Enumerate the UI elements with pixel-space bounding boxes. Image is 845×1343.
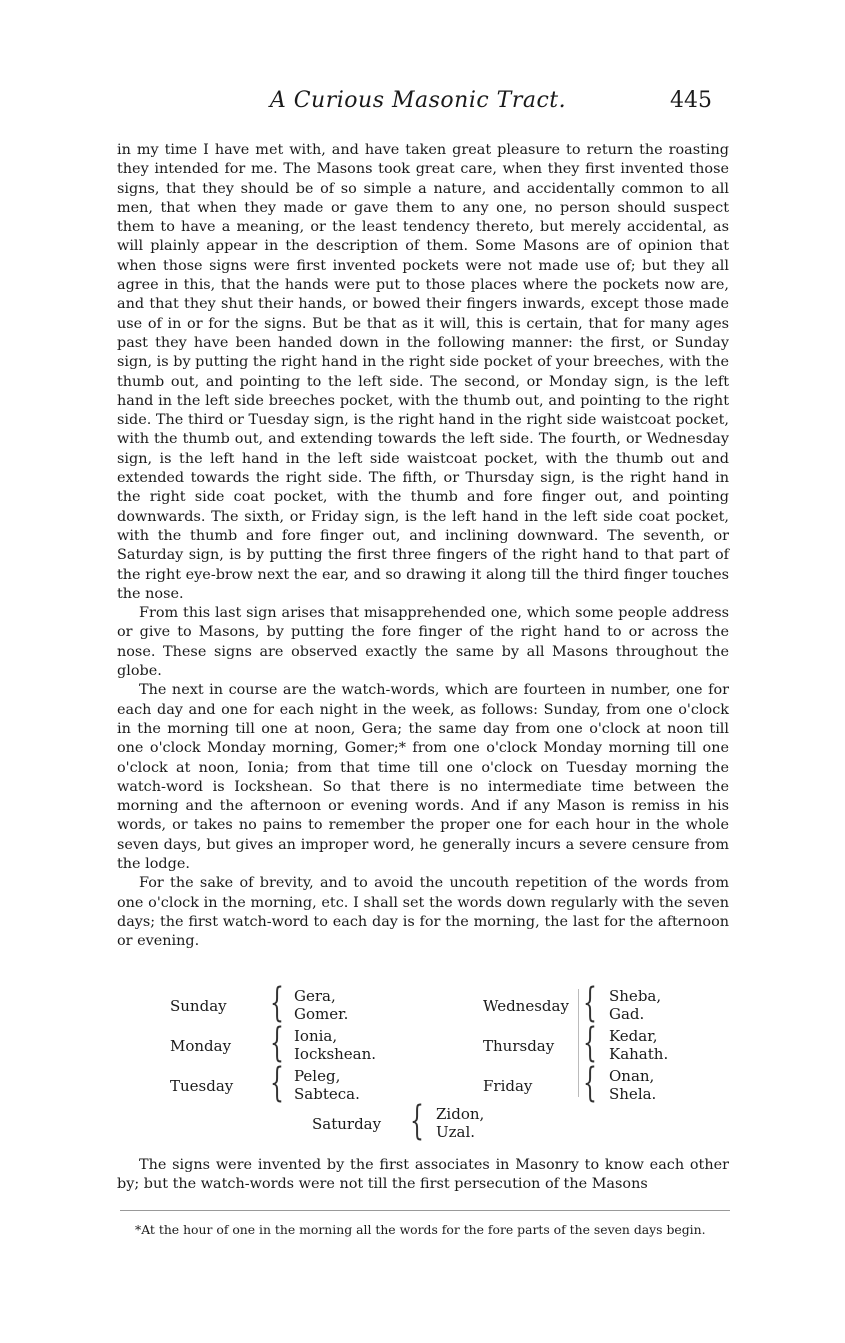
evening-word: Kahath. [609, 1045, 669, 1063]
column-divider [578, 989, 579, 1097]
day-name: Wednesday [483, 997, 569, 1015]
morning-word: Sheba, [609, 987, 662, 1005]
day-name: Sunday [170, 997, 227, 1015]
brace-icon: { [583, 1060, 597, 1106]
brace-icon: { [583, 980, 597, 1026]
evening-word: Shela. [609, 1085, 657, 1103]
page-header [0, 88, 845, 122]
evening-word: Uzal. [436, 1123, 476, 1141]
day-name: Monday [170, 1037, 232, 1055]
footnote-divider [120, 1210, 730, 1211]
brace-icon: { [410, 1098, 424, 1144]
brace-icon: { [270, 1060, 284, 1106]
brace-icon: { [583, 1020, 597, 1066]
evening-word: Sabteca. [294, 1085, 360, 1103]
watchwords-table [160, 980, 720, 1147]
evening-word: Gad. [609, 1005, 645, 1023]
evening-word: Iockshean. [294, 1045, 377, 1063]
day-name: Saturday [312, 1115, 382, 1133]
morning-word: Gera, [294, 987, 336, 1005]
footnote [117, 1221, 729, 1238]
paragraph-1: in my time I have met with, and have taken great pleasure to return the roasting they intended for me. The Masons took great care, when they first invented those signs, that they should be of so simple a nature, and accidentally common to all men, that when they made or gave them to any one, no person should suspect them to have a meaning, or the least tendency thereto, but merely accidental, as will plainly appear in the description of them. Some Masons are of opinion that when those signs were first invented pockets were not made use of; but they all agree in this, that the hands were put to those places where the pockets now are, and that they shut their hands, or bowed their fingers inwards, except those made use of in or for the signs. But be that as it will, this is certain, that for many ages past they have been handed down in the following manner: the first, or Sunday sign, is by putting the right hand in the right side pocket of your breeches, with the thumb out, and pointing to the left side. The second, or Monday sign, is the left hand in the left side breeches pocket, with the thumb out, and pointing to the right side. The third or Tuesday sign, is the right hand in the right side waistcoat pocket, with the thumb out, and extending towards the left side. The fourth, or Wednesday sign, is the left hand in the left side waistcoat pocket, with the thumb out and extended towards the right side. The fifth, or Thursday sign, is the right hand in the right side coat pocket, with the thumb and fore finger out, and pointing downwards. The sixth, or Friday sign, is the left hand in the left side coat pocket, with the thumb and fore finger out, and inclining downward. The seventh, or Saturday sign, is by putting the first three fingers of the right hand to that part of the right eye-brow next the ear, and so drawing it along till the third finger touches the nose. [117, 142, 729, 602]
paragraph-2: From this last sign arises that misapprehended one, which some people address or give to Masons, by putting the fore finger of the right hand to or across the nose. These signs are observed exactly the same by all Masons throughout the globe. [117, 605, 729, 680]
closing-text [117, 1156, 729, 1195]
page-number: 445 [670, 88, 712, 113]
morning-word: Onan, [609, 1067, 655, 1085]
morning-word: Zidon, [436, 1105, 485, 1123]
day-name: Tuesday [170, 1077, 234, 1095]
brace-icon: { [270, 980, 284, 1026]
day-name: Friday [483, 1077, 533, 1095]
brace-icon: { [270, 1020, 284, 1066]
morning-word: Kedar, [609, 1027, 658, 1045]
closing-paragraph: The signs were invented by the first associates in Masonry to know each other by; but the watch-words were not till the first persecution of the Masons [117, 1157, 729, 1193]
evening-word: Gomer. [294, 1005, 349, 1023]
morning-word: Ionia, [294, 1027, 338, 1045]
running-title: A Curious Masonic Tract. [269, 88, 567, 113]
body-text [117, 141, 729, 951]
footnote-text: *At the hour of one in the morning all the words for the fore parts of the seven days begin. [135, 1222, 706, 1237]
paragraph-4: For the sake of brevity, and to avoid the uncouth repetition of the words from one o'clock in the morning, etc. I shall set the words down regularly with the seven days; the first watch-word to each day is for the morning, the last for the afternoon or evening. [117, 875, 729, 950]
day-name: Thursday [483, 1037, 555, 1055]
paragraph-3: The next in course are the watch-words, which are fourteen in number, one for each day and one for each night in the week, as follows: Sunday, from one o'clock in the morning till one at noon, Gera; the same day from one o'clock at noon till one o'clock Monday morning, Gomer;* from one o'clock Monday morning till one o'clock at noon, Ionia; from that time till one o'clock on Tuesday morning the watch-word is Iockshean. So that there is no intermediate time between the morning and the afternoon or evening words. And if any Mason is remiss in his words, or takes no pains to remember the proper one for each hour in the whole seven days, but gives an improper word, he generally incurs a severe censure from the lodge. [117, 682, 729, 872]
morning-word: Peleg, [294, 1067, 341, 1085]
